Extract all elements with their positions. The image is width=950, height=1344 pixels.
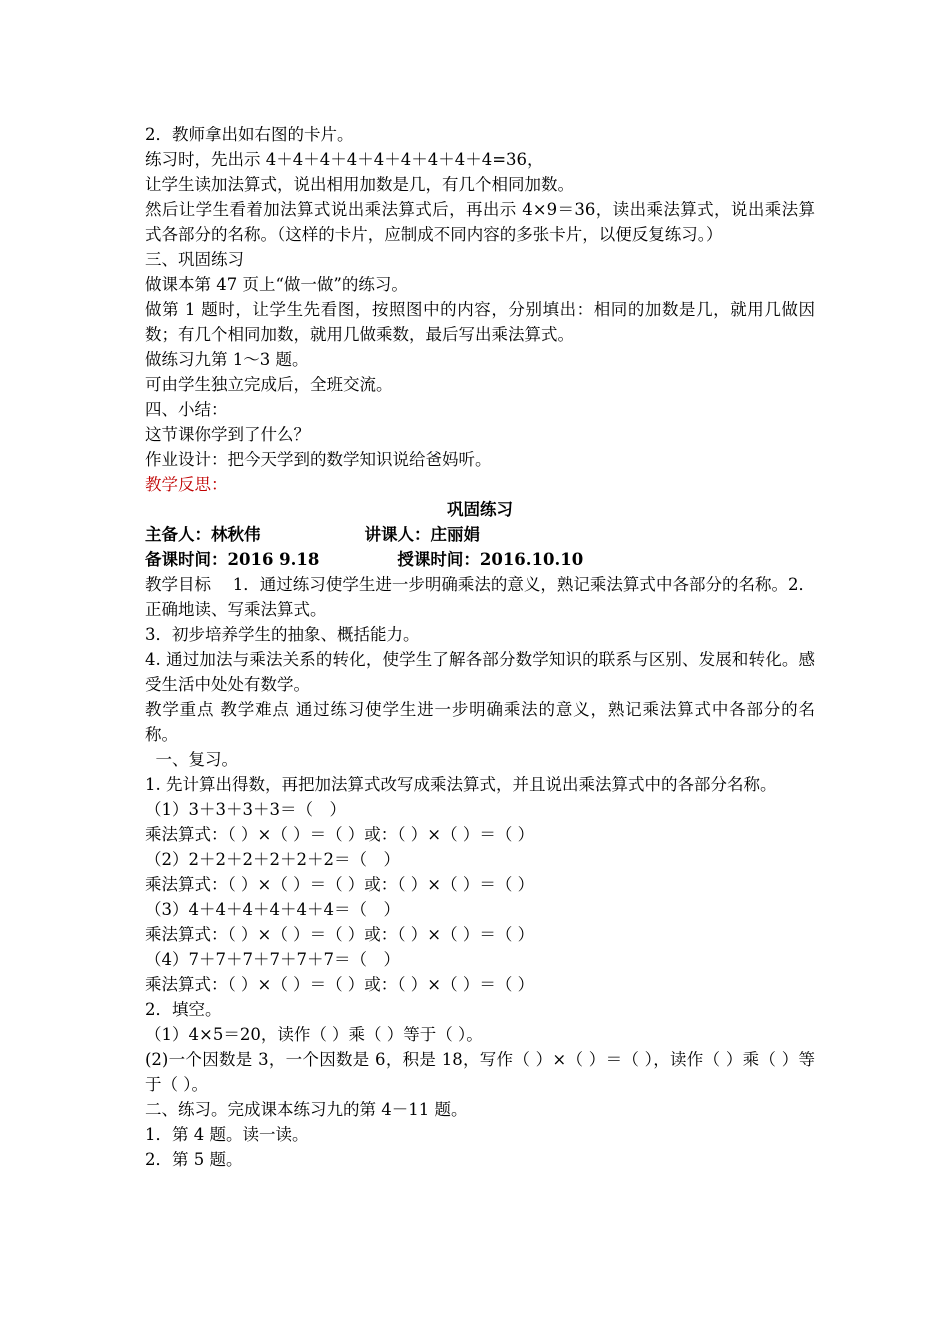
prep-time: 备课时间：2016 9.18 [145,550,320,569]
paragraph: 可由学生独立完成后，全班交流。 [145,375,393,394]
document-body [145,122,815,1172]
exercise-line: （1）4×5＝20，读作（ ）乘（ ）等于（ ）。 [145,1025,483,1044]
paragraph: 教学目标 1．通过练习使学生进一步明确乘法的意义，熟记乘法算式中各部分的名称。2．正确地读、写乘法算式。 [145,575,815,619]
paragraph: 教学重点 教学难点 通过练习使学生进一步明确乘法的意义，熟记乘法算式中各部分的名称。 [145,700,815,744]
paragraph: 2．教师拿出如右图的卡片。 [145,125,354,144]
paragraph: 做第 1 题时，让学生先看图，按照图中的内容，分别填出：相同的加数是几，就用几做因数；有几个相同加数，就用几做乘数，最后写出乘法算式。 [145,300,815,344]
exercise-line: （3）4＋4＋4＋4＋4＋4＝（ ） [145,900,400,919]
exercise-line: 乘法算式：（ ）×（ ）＝（ ）或：（ ）×（ ）＝（ ） [145,875,535,894]
paragraph: 3．初步培养学生的抽象、概括能力。 [145,625,420,644]
paragraph: 1. 先计算出得数，再把加法算式改写成乘法算式，并且说出乘法算式中的各部分名称。 [145,775,777,794]
preparer: 主备人：林秋伟 [145,525,261,544]
reflection-label: 教学反思： [145,475,228,494]
section-heading: 二、练习。完成课本练习九的第 4－11 题。 [145,1100,468,1119]
paragraph: 1．第 4 题。读一读。 [145,1125,309,1144]
meta-row-2 [145,547,815,572]
exercise-line: 乘法算式：（ ）×（ ）＝（ ）或：（ ）×（ ）＝（ ） [145,975,535,994]
paragraph: 让学生读加法算式，说出相用加数是几，有几个相同加数。 [145,175,574,194]
lesson-title: 巩固练习 [447,500,513,519]
exercise-line: (2)一个因数是 3，一个因数是 6，积是 18，写作（ ）×（ ）＝（ ），读作（ ）乘（ ）等于（ ）。 [145,1050,815,1094]
section-heading: 2．填空。 [145,1000,222,1019]
section-heading: 一、复习。 [145,750,238,769]
exercise-line: 乘法算式：（ ）×（ ）＝（ ）或：（ ）×（ ）＝（ ） [145,925,535,944]
paragraph: 做练习九第 1～3 题。 [145,350,309,369]
exercise-line: 乘法算式：（ ）×（ ）＝（ ）或：（ ）×（ ）＝（ ） [145,825,535,844]
paragraph: 2．第 5 题。 [145,1150,243,1169]
paragraph: 做课本第 47 页上“做一做”的练习。 [145,275,408,294]
paragraph: 练习时，先出示 4＋4＋4＋4＋4＋4＋4＋4＋4=36， [145,150,544,169]
exercise-line: （4）7＋7＋7＋7＋7＋7＝（ ） [145,950,400,969]
exercise-line: （1）3＋3＋3＋3＝（ ） [145,800,346,819]
exercise-line: （2）2＋2＋2＋2＋2＋2＝（ ） [145,850,400,869]
paragraph: 然后让学生看着加法算式说出乘法算式后，再出示 4×9＝36，读出乘法算式，说出乘法算式各部分的名称。（这样的卡片，应制成不同内容的多张卡片，以便反复练习。） [145,200,815,244]
meta-row-1 [145,522,815,547]
section-heading: 三、巩固练习 [145,250,244,269]
paragraph: 这节课你学到了什么？ [145,425,310,444]
paragraph: 作业设计：把今天学到的数学知识说给爸妈听。 [145,450,492,469]
teach-time: 授课时间：2016.10.10 [397,550,584,569]
section-heading: 四、小结： [145,400,228,419]
paragraph: 4. 通过加法与乘法关系的转化，使学生了解各部分数学知识的联系与区别、发展和转化。感受生活中处处有数学。 [145,650,815,694]
lecturer: 讲课人：庄丽娟 [364,525,480,544]
